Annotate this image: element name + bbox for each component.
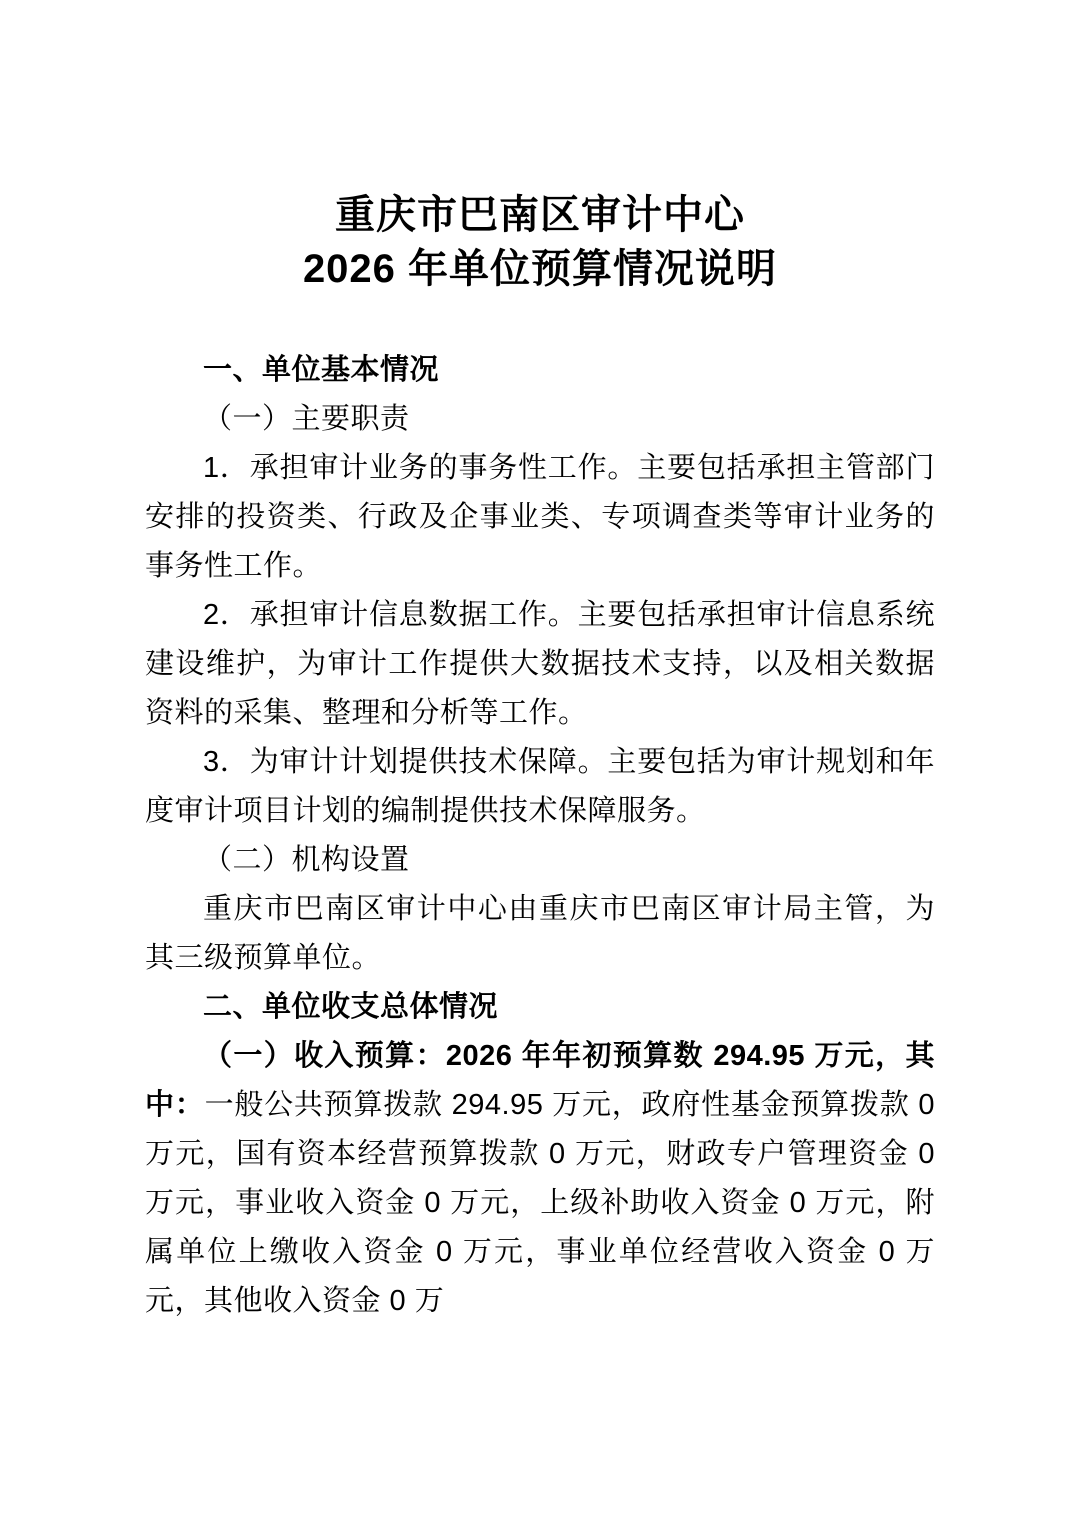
income-budget-detail: 一般公共预算拨款 294.95 万元，政府性基金预算拨款 0 万元，国有资本经营预算拨款 0 万元，财政专户管理资金 0 万元，事业收入资金 0 万元，上级补助收入资金 0 万元，附属单位上缴收入资金 0 万元，事业单位经营收入资金 0 万元，其他收入资金 0 万	[145, 1089, 935, 1317]
subsection-1-1-heading: （一）主要职责	[203, 403, 410, 435]
paragraph-duty-3: 3．为审计计划提供技术保障。主要包括为审计规划和年度审计项目计划的编制提供技术保障服务。	[145, 746, 935, 827]
income-budget-lead: （一）收入预算：2026 年年初预算数 294.95 万元，其中：	[145, 1040, 935, 1121]
title-line-2: 2026 年单位预算情况说明	[302, 247, 778, 291]
paragraph-duty-1: 1．承担审计业务的事务性工作。主要包括承担主管部门安排的投资类、行政及企事业类、专项调查类等审计业务的事务性工作。	[145, 452, 935, 582]
section-1-heading: 一、单位基本情况	[203, 354, 440, 386]
section-2-heading: 二、单位收支总体情况	[203, 991, 499, 1023]
paragraph-org-setup: 重庆市巴南区审计中心由重庆市巴南区审计局主管，为其三级预算单位。	[145, 893, 935, 974]
document-body	[145, 346, 935, 1326]
subsection-1-2-heading: （二）机构设置	[203, 844, 410, 876]
document-title	[145, 188, 935, 296]
paragraph-income-budget	[145, 1032, 935, 1326]
paragraph-duty-2: 2．承担审计信息数据工作。主要包括承担审计信息系统建设维护，为审计工作提供大数据技术支持，以及相关数据资料的采集、整理和分析等工作。	[145, 599, 935, 729]
title-line-1: 重庆市巴南区审计中心	[335, 193, 745, 237]
